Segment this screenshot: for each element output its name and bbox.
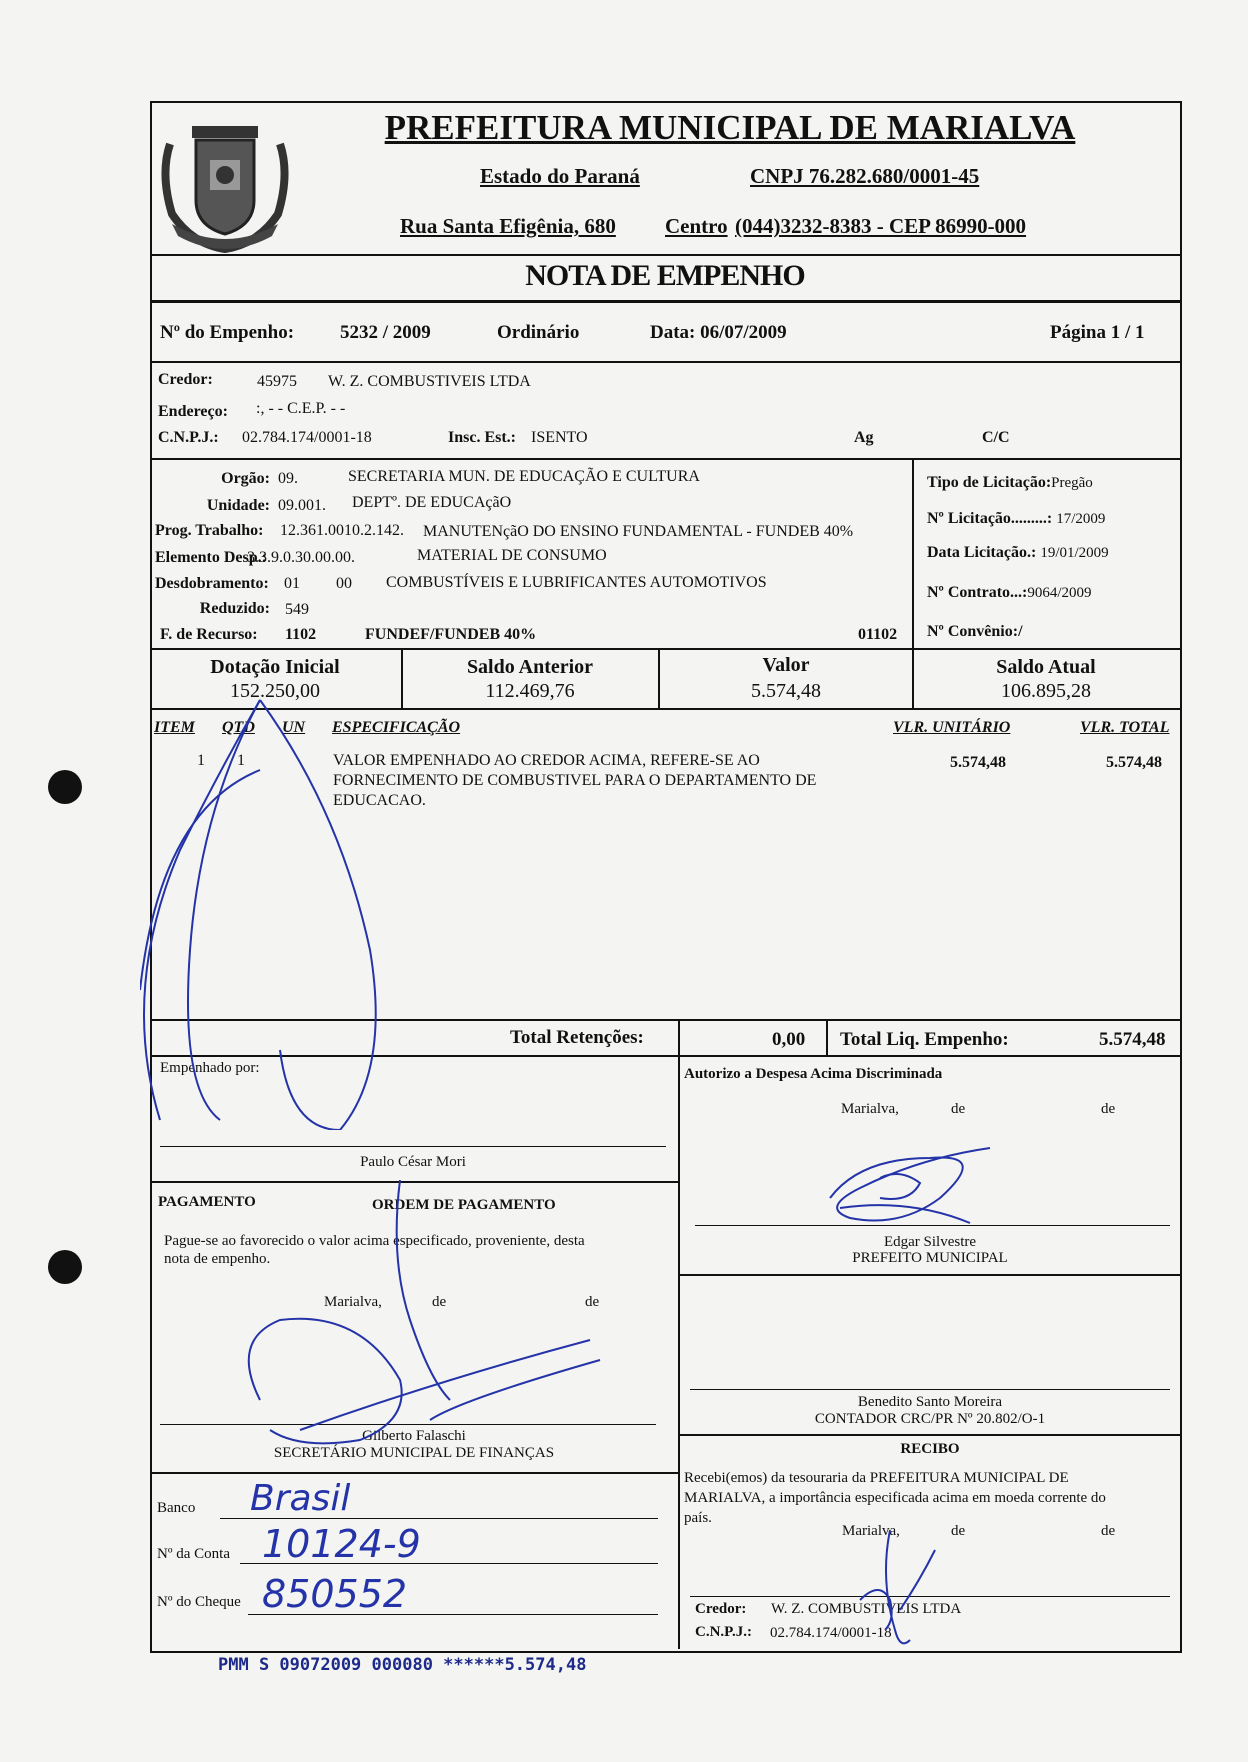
conta-label: Nº da Conta (157, 1546, 230, 1562)
col-total: VLR. TOTAL (1080, 719, 1170, 736)
empenho-date: Data: 06/07/2009 (650, 322, 787, 343)
reduzido-label: Reduzido: (199, 600, 270, 617)
desdobramento-b: 00 (336, 575, 352, 592)
header-state: Estado do Paraná (480, 164, 640, 188)
credor-label: Credor: (158, 371, 213, 388)
licitacao-num (927, 510, 1105, 528)
unidade-label: Unidade: (206, 497, 270, 514)
col-unit: VLR. UNITÁRIO (893, 719, 1011, 736)
pagamento-title: PAGAMENTO (158, 1194, 256, 1210)
desdobramento-name: COMBUSTÍVEIS E LUBRIFICANTES AUTOMOTIVOS (386, 574, 767, 591)
licitacao-contrato (927, 584, 1092, 602)
cheque-label: Nº do Cheque (157, 1594, 241, 1610)
pagamento-city: Marialva, (324, 1294, 382, 1310)
pagamento-text-1: Pague-se ao favorecido o valor acima especificado, proveniente, desta (164, 1233, 585, 1249)
header-title: PREFEITURA MUNICIPAL DE MARIALVA (384, 108, 1076, 147)
unidade-name: DEPTº. DE EDUCAçãO (352, 494, 512, 511)
row-spec-1: VALOR EMPENHADO AO CREDOR ACIMA, REFERE-SE AO (333, 752, 760, 769)
recibo-text-2: MARIALVA, a importância especificada acima em moeda corrente do (684, 1490, 1106, 1506)
recibo-text-1: Recebi(emos) da tesouraria da PREFEITURA MUNICIPAL DE (684, 1470, 1069, 1486)
col-qtd: QTD (222, 719, 255, 736)
secretario-title: SECRETÁRIO MUNICIPAL DE FINANÇAS (273, 1445, 555, 1461)
credor-code: 45975 (257, 373, 297, 390)
licitacao-tipo-label: Tipo de Licitação: (927, 474, 1052, 491)
autorizo-label: Autorizo a Despesa Acima Discriminada (684, 1066, 943, 1082)
saldo-anterior-value: 112.469,76 (485, 680, 575, 702)
licitacao-data-label: Data Licitação.: (927, 544, 1037, 561)
orgao-name: SECRETARIA MUN. DE EDUCAÇÃO E CULTURA (348, 468, 700, 485)
licitacao-contrato-label: Nº Contrato...: (927, 584, 1028, 601)
endereco-value: :, - - C.E.P. - - (256, 400, 346, 417)
prog-label: Prog. Trabalho: (155, 522, 264, 539)
recibo-credor-value: W. Z. COMBUSTIVEIS LTDA (771, 1601, 962, 1617)
document-title: NOTA DE EMPENHO (525, 259, 805, 292)
valor-label: Valor (762, 654, 810, 676)
saldo-atual-value: 106.895,28 (1001, 680, 1091, 702)
header-street: Rua Santa Efigênia, 680 (400, 214, 616, 238)
prefeito-name: Edgar Silvestre (883, 1234, 977, 1250)
pagamento-de1: de (432, 1294, 447, 1310)
contador-name: Benedito Santo Moreira (857, 1394, 1003, 1410)
col-item: ITEM (154, 719, 195, 736)
ordem-pagamento: ORDEM DE PAGAMENTO (372, 1197, 556, 1213)
empenho-number-label: Nº do Empenho: (160, 322, 295, 343)
licitacao-data-value: 19/01/2009 (1040, 545, 1109, 561)
col-spec: ESPECIFICAÇÃO (332, 719, 461, 736)
saldo-atual-label: Saldo Atual (996, 656, 1096, 678)
credor-name: W. Z. COMBUSTIVEIS LTDA (328, 373, 531, 390)
header-phone-cep: (044)3232-8383 - CEP 86990-000 (735, 214, 1027, 238)
row-unit: 5.574,48 (950, 754, 1006, 771)
autorizo-de2: de (1101, 1101, 1116, 1117)
reduzido-value: 549 (285, 601, 309, 618)
header-cnpj: CNPJ 76.282.680/0001-45 (750, 164, 980, 188)
recibo-city: Marialva, (842, 1523, 900, 1539)
recibo-cnpj-value: 02.784.174/0001-18 (770, 1625, 892, 1641)
pagamento-text-2: nota de empenho. (164, 1251, 271, 1267)
recurso-code: 1102 (285, 626, 317, 643)
saldo-anterior-label: Saldo Anterior (466, 656, 594, 678)
row-spec-2: FORNECIMENTO DE COMBUSTIVEL PARA O DEPARTAMENTO DE (333, 772, 817, 789)
signature-ordem (240, 1180, 620, 1460)
empenho-number: 5232 / 2009 (340, 322, 431, 343)
header-district: Centro (665, 214, 728, 238)
footer-stamp: PMM S 09072009 000080 ******5.574,48 (218, 1655, 587, 1675)
recurso-num: 01102 (858, 626, 898, 643)
insc-label: Insc. Est.: (448, 429, 517, 446)
desdobramento-a: 01 (284, 575, 300, 592)
endereco-label: Endereço: (158, 403, 228, 420)
autorizo-city: Marialva, (841, 1101, 899, 1117)
row-total: 5.574,48 (1106, 754, 1162, 771)
signature-recibo (840, 1520, 940, 1650)
recibo-credor-label: Credor: (695, 1601, 747, 1617)
row-item: 1 (197, 752, 205, 769)
recibo-title: RECIBO (900, 1441, 960, 1457)
secretario-name: Gilberto Falaschi (362, 1428, 466, 1444)
banco-value: Brasil (250, 1478, 351, 1519)
unidade-code: 09.001. (278, 497, 326, 514)
liq-label: Total Liq. Empenho: (840, 1029, 1009, 1050)
licitacao-convenio: Nº Convênio:/ (927, 623, 1023, 640)
cnpj-label: C.N.P.J.: (158, 429, 219, 446)
prefeito-title: PREFEITO MUNICIPAL (852, 1250, 1008, 1266)
punch-hole (48, 770, 82, 804)
dotacao-value: 152.250,00 (230, 680, 320, 702)
elemento-code: 3.3.9.0.30.00.00. (247, 549, 355, 566)
ag-label: Ag (854, 429, 874, 446)
prog-code: 12.361.0010.2.142. (280, 522, 404, 539)
orgao-label: Orgão: (221, 470, 270, 487)
signature-scribble-empenho (140, 690, 400, 1130)
empenho-page: Página 1 / 1 (1050, 322, 1145, 343)
elemento-name: MATERIAL DE CONSUMO (417, 547, 607, 564)
row-qtd: 1 (237, 752, 245, 769)
recibo-text-3: país. (684, 1510, 712, 1526)
recurso-name: FUNDEF/FUNDEB 40% (365, 626, 537, 643)
retencoes-label: Total Retenções: (510, 1027, 644, 1048)
elemento-label: Elemento Desp.: (155, 549, 267, 566)
recurso-label: F. de Recurso: (160, 626, 258, 643)
licitacao-num-value: 17/2009 (1056, 511, 1106, 527)
cnpj-value: 02.784.174/0001-18 (242, 429, 372, 446)
autorizo-de1: de (951, 1101, 966, 1117)
conta-value: 10124-9 (262, 1522, 421, 1566)
prog-name: MANUTENçãO DO ENSINO FUNDAMENTAL - FUNDEB 40% (423, 523, 854, 540)
signature-prefeito (820, 1138, 1000, 1238)
licitacao-tipo (927, 474, 1093, 492)
licitacao-tipo-value: Pregão (1051, 475, 1093, 491)
retencoes-value: 0,00 (772, 1029, 806, 1050)
row-spec-3: EDUCACAO. (333, 792, 426, 809)
licitacao-contrato-value: 9064/2009 (1027, 585, 1092, 601)
cc-label: C/C (982, 429, 1010, 446)
recibo-de1: de (951, 1523, 966, 1539)
recibo-cnpj-label: C.N.P.J.: (695, 1624, 752, 1640)
insc-value: ISENTO (531, 429, 588, 446)
col-un: UN (282, 719, 306, 736)
licitacao-data (927, 544, 1109, 562)
contador-title: CONTADOR CRC/PR Nº 20.802/O-1 (814, 1411, 1046, 1427)
desdobramento-label: Desdobramento: (155, 575, 269, 592)
orgao-code: 09. (278, 470, 298, 487)
cheque-value: 850552 (262, 1572, 408, 1616)
pagamento-de2: de (585, 1294, 600, 1310)
valor-value: 5.574,48 (751, 680, 821, 702)
liq-value: 5.574,48 (1099, 1029, 1166, 1050)
dotacao-label: Dotação Inicial (210, 656, 340, 678)
coat-of-arms-logo (152, 104, 298, 254)
empenhado-name: Paulo César Mori (360, 1154, 466, 1170)
licitacao-num-label: Nº Licitação.........: (927, 510, 1053, 527)
recibo-de2: de (1101, 1523, 1116, 1539)
banco-label: Banco (157, 1500, 196, 1516)
empenhado-label: Empenhado por: (160, 1060, 260, 1076)
punch-hole (48, 1250, 82, 1284)
empenho-type: Ordinário (497, 322, 580, 343)
